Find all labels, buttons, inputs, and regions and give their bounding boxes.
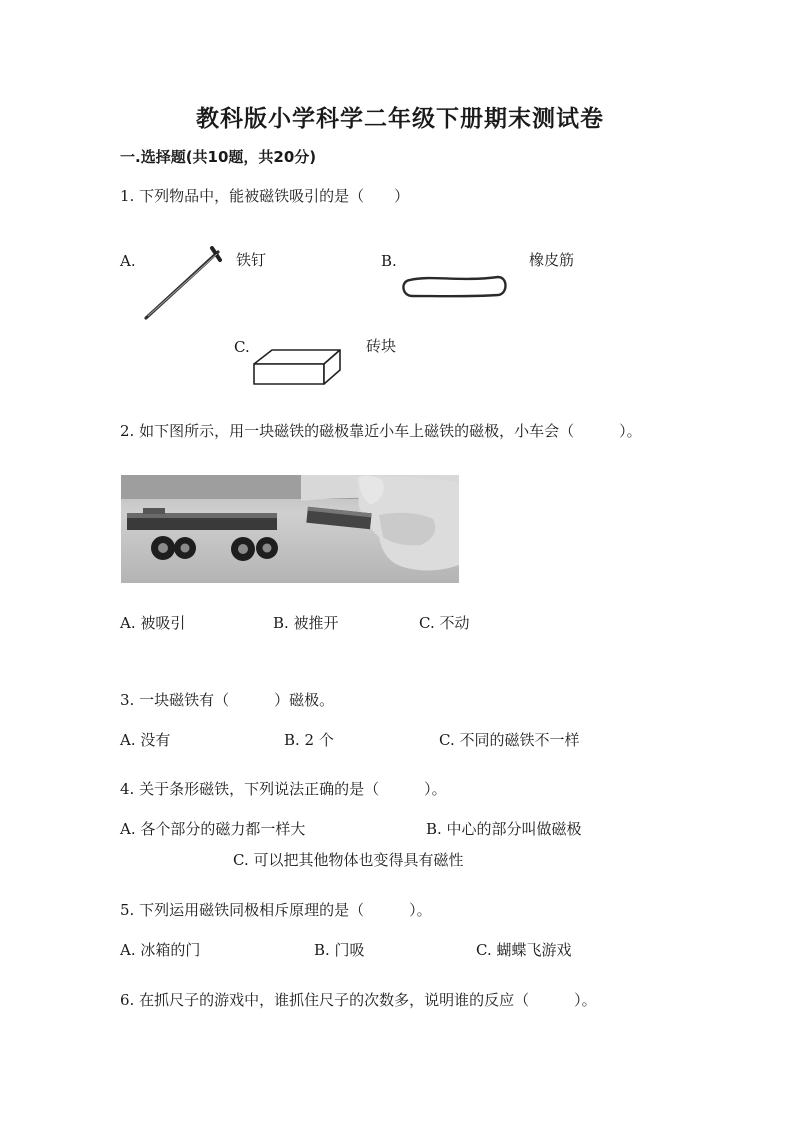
q2-option-b: B. 被推开 xyxy=(273,614,339,632)
question-3-stem: 3. 一块磁铁有（ ）磁极。 xyxy=(120,691,335,709)
q3-option-a: A. 没有 xyxy=(120,731,171,749)
q5-option-a: A. 冰箱的门 xyxy=(120,941,201,959)
q1-option-c-letter: C. xyxy=(234,338,250,356)
question-5-stem: 5. 下列运用磁铁同极相斥原理的是（ ）。 xyxy=(120,901,432,919)
page-title: 教科版小学科学二年级下册期末测试卷 xyxy=(196,106,604,132)
q1-option-b-letter: B. xyxy=(381,252,397,270)
q1-option-a-letter: A. xyxy=(120,252,136,270)
magnet-car-photo xyxy=(121,475,459,583)
rubber-band-image xyxy=(400,272,510,302)
q2-option-c: C. 不动 xyxy=(419,614,470,632)
q3-option-c: C. 不同的磁铁不一样 xyxy=(439,731,580,749)
q4-option-a: A. 各个部分的磁力都一样大 xyxy=(120,820,306,838)
question-1-stem: 1. 下列物品中，能被磁铁吸引的是（ ） xyxy=(120,187,410,205)
q2-option-a: A. 被吸引 xyxy=(120,614,186,632)
q5-option-b: B. 门吸 xyxy=(314,941,365,959)
question-4-stem: 4. 关于条形磁铁，下列说法正确的是（ ）。 xyxy=(120,780,447,798)
q4-option-b: B. 中心的部分叫做磁极 xyxy=(426,820,582,838)
q4-option-c: C. 可以把其他物体也变得具有磁性 xyxy=(233,851,464,869)
question-2-stem: 2. 如下图所示，用一块磁铁的磁极靠近小车上磁铁的磁极，小车会（ ）。 xyxy=(120,422,642,440)
section-heading: 一.选择题(共10题，共20分) xyxy=(120,148,317,166)
q1-option-b-text: 橡皮筋 xyxy=(529,251,575,269)
q3-option-b: B. 2 个 xyxy=(284,731,334,749)
brick-image xyxy=(252,348,344,388)
q1-option-c-text: 砖块 xyxy=(366,337,397,355)
q5-option-c: C. 蝴蝶飞游戏 xyxy=(476,941,572,959)
iron-nail-image xyxy=(138,246,222,324)
question-6-stem: 6. 在抓尺子的游戏中，谁抓住尺子的次数多，说明谁的反应（ ）。 xyxy=(120,991,597,1009)
q1-option-a-text: 铁钉 xyxy=(236,251,267,269)
